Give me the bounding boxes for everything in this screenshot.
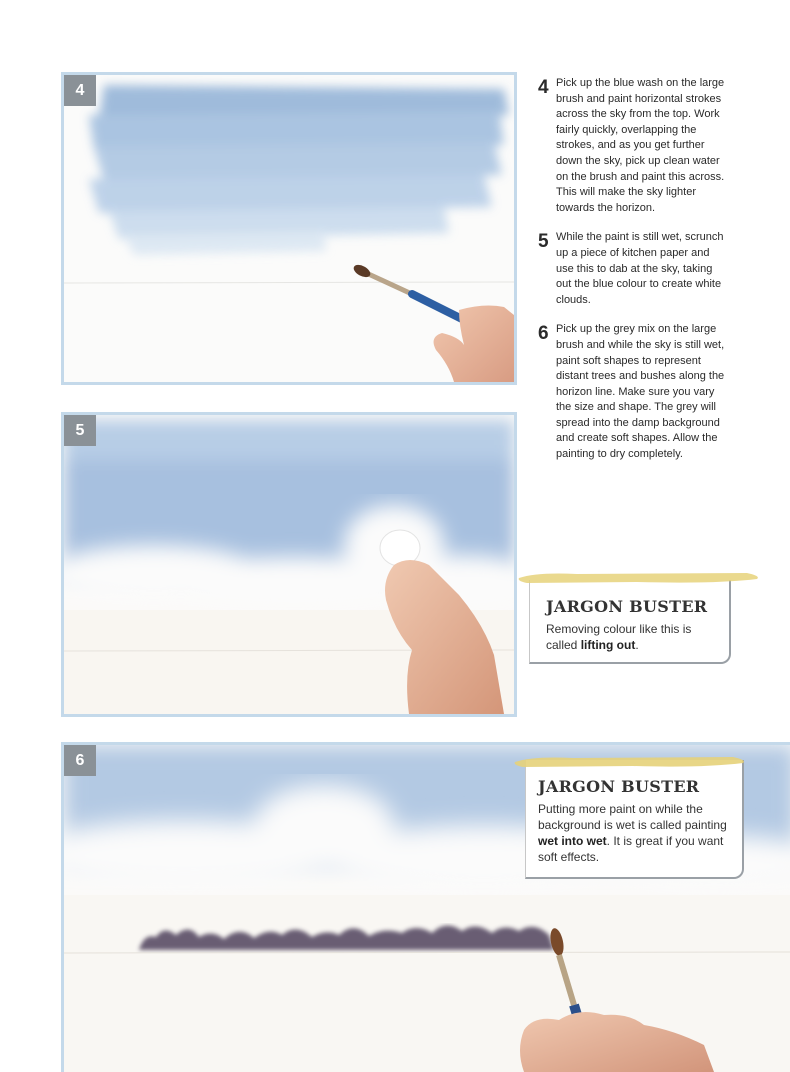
step-6 bbox=[538, 322, 728, 462]
jargon-body: Removing colour like this is called lifting out. bbox=[546, 622, 692, 652]
step-text: While the paint is still wet, scrunch up a piece of kitchen paper and use this to dab at the sky, taking out the blue colour to create white clouds. bbox=[556, 231, 724, 306]
jargon-body: Putting more paint on while the background is wet is called painting wet into wet. It is great if you want soft effects. bbox=[538, 802, 727, 864]
step5-badge: 5 bbox=[64, 415, 96, 446]
step4-photo bbox=[61, 72, 517, 385]
step6-badge: 6 bbox=[64, 745, 96, 776]
step4-badge: 4 bbox=[64, 75, 96, 106]
jargon-title: JARGON BUSTER bbox=[538, 777, 700, 796]
step-text: Pick up the blue wash on the large brush and paint horizontal strokes across the sky from the top. Work fairly quickly, overlapping the strokes, and as you get further down the sky, pick up clean water on the brush and paint this across. This will make the sky lighter towards the horizon. bbox=[556, 77, 725, 214]
step-number: 5 bbox=[538, 231, 549, 253]
jargon-buster-lifting-out bbox=[529, 580, 731, 664]
step-number: 6 bbox=[538, 323, 549, 345]
instruction-steps bbox=[538, 76, 728, 477]
step5-photo bbox=[61, 412, 517, 717]
step-number: 4 bbox=[538, 77, 549, 98]
step-text: Pick up the grey mix on the large brush and while the sky is still wet, paint soft shapes to represent distant trees and bushes along the horizon line. Make sure you vary the size and shape. The grey will spread into the damp background and create soft shapes. Allow the painting to dry completely. bbox=[556, 323, 725, 461]
jargon-title: JARGON BUSTER bbox=[546, 597, 708, 616]
step-4 bbox=[538, 76, 728, 216]
blue-wash-painting bbox=[64, 75, 514, 382]
yellow-brush-stroke bbox=[513, 754, 748, 770]
lifting-out-painting bbox=[64, 415, 514, 714]
step-5 bbox=[538, 230, 728, 308]
yellow-brush-stroke bbox=[517, 570, 762, 586]
jargon-buster-wet-into-wet bbox=[525, 760, 744, 879]
